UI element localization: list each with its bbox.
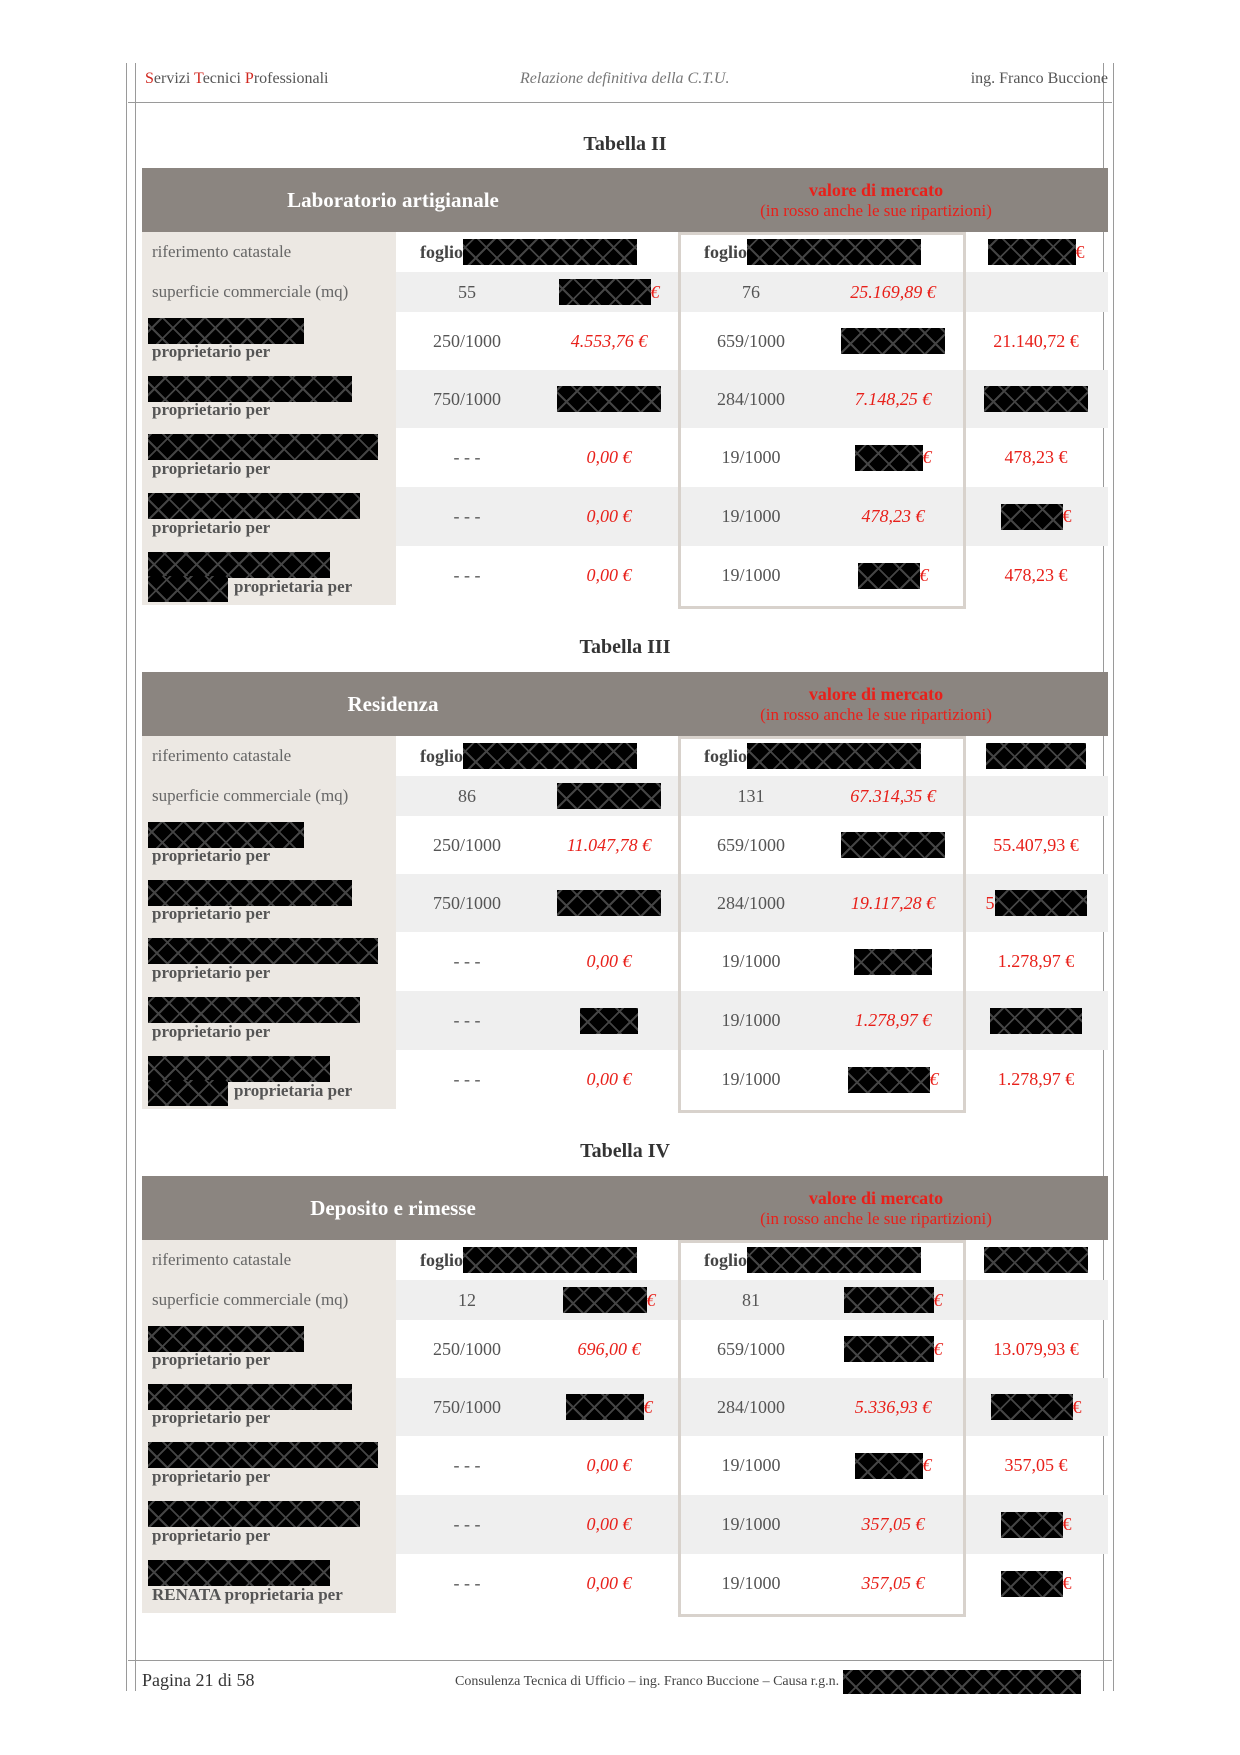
table-header [142, 168, 1108, 232]
table-row: proprietario per - - - 19/1000 1.278,97 € [142, 991, 1108, 1050]
market-value-heading: valore di mercato (in rosso anche le sue ripartizioni) [760, 179, 992, 220]
redaction [848, 1067, 930, 1093]
table-row: riferimento catastale foglio foglio [142, 1240, 1108, 1280]
table-row: proprietario per 250/1000 4.553,76 € 659/1000 21.140,72 € [142, 312, 1108, 370]
redaction [984, 1247, 1088, 1273]
table-row: proprietario per - - - 0,00 € 19/1000 € 478,23 € [142, 428, 1108, 487]
table-laboratorio [142, 168, 1108, 605]
redaction [843, 1670, 1081, 1694]
redaction [986, 743, 1086, 769]
market-value-heading: valore di mercato (in rosso anche le sue ripartizioni) [760, 683, 992, 724]
redaction [1001, 1571, 1063, 1597]
table-row: RENATA proprietaria per - - - 0,00 € 19/1000 357,05 € € [142, 1554, 1108, 1613]
header-author: ing. Franco Buccione [970, 70, 1108, 87]
table-title: Tabella IV [580, 1140, 670, 1162]
redaction [747, 743, 921, 769]
table-row: superficie commerciale (mq) 86 131 67.314,35 € [142, 776, 1108, 816]
frame-right-outer [1113, 63, 1114, 1691]
redaction [991, 1394, 1073, 1420]
table-title: Tabella II [583, 133, 667, 155]
redaction [148, 1080, 228, 1106]
redaction [984, 386, 1088, 412]
table-row: proprietario per - - - 0,00 € 19/1000 1.278,97 € [142, 932, 1108, 991]
header-company: Servizi Tecnici Professionali [145, 70, 329, 87]
redaction [148, 1560, 330, 1586]
redaction [559, 279, 651, 305]
redaction [988, 239, 1076, 265]
redaction [148, 1326, 304, 1352]
table-row: superficie commerciale (mq) 12 € 81 € [142, 1280, 1108, 1320]
table-row: proprietario per 250/1000 696,00 € 659/1000 € 13.079,93 € [142, 1320, 1108, 1378]
redaction [148, 576, 228, 602]
redaction [566, 1394, 644, 1420]
table-row: superficie commerciale (mq) 55 € 76 25.169,89 € [142, 272, 1108, 312]
redaction [148, 318, 304, 344]
frame-left-outer [126, 63, 127, 1691]
redaction [995, 890, 1087, 916]
redaction [841, 328, 945, 354]
redaction [148, 552, 330, 578]
table-deposito [142, 1176, 1108, 1613]
redaction [148, 997, 360, 1023]
frame-left-inner [135, 63, 136, 1691]
redaction [747, 239, 921, 265]
redaction [557, 386, 661, 412]
footer-case: Consulenza Tecnica di Ufficio – ing. Franco Buccione – Causa r.g.n. [455, 1670, 1081, 1694]
table-row: proprietario per - - - 0,00 € 19/1000 357,05 € € [142, 1495, 1108, 1554]
table-row: proprietario per - - - 0,00 € 19/1000 € 357,05 € [142, 1436, 1108, 1495]
table-residenza [142, 672, 1108, 1109]
redaction [148, 880, 352, 906]
table-row: proprietaria per - - - 0,00 € 19/1000 € 478,23 € [142, 546, 1108, 605]
redaction [841, 832, 945, 858]
table-name: Deposito e rimesse [310, 1195, 476, 1220]
redaction [148, 938, 378, 964]
redaction [855, 445, 923, 471]
header-document-title: Relazione definitiva della C.T.U. [520, 70, 730, 87]
redaction [148, 822, 304, 848]
redaction [990, 1008, 1082, 1034]
redaction [854, 949, 932, 975]
table-row: proprietario per 250/1000 11.047,78 € 659/1000 55.407,93 € [142, 816, 1108, 874]
redaction [148, 1442, 378, 1468]
table-row: proprietario per - - - 0,00 € 19/1000 478,23 € € [142, 487, 1108, 546]
redaction [1001, 504, 1063, 530]
redaction [563, 1287, 647, 1313]
redaction [557, 890, 661, 916]
table-header [142, 672, 1108, 736]
redaction [463, 1247, 637, 1273]
table-row: proprietario per 750/1000 284/1000 19.117,28 € 5 [142, 874, 1108, 932]
redaction [463, 743, 637, 769]
table-row: riferimento catastale foglio foglio [142, 736, 1108, 776]
redaction [148, 1501, 360, 1527]
redaction [463, 239, 637, 265]
redaction [148, 1384, 352, 1410]
redaction [557, 783, 661, 809]
redaction [858, 563, 920, 589]
footer-rule [128, 1660, 1112, 1661]
redaction [580, 1008, 638, 1034]
redaction [148, 1056, 330, 1082]
table-name: Laboratorio artigianale [287, 187, 499, 212]
redaction [148, 376, 352, 402]
table-row: riferimento catastale foglio foglio € [142, 232, 1108, 272]
redaction [148, 493, 360, 519]
redaction [148, 434, 378, 460]
redaction [855, 1453, 923, 1479]
redaction [844, 1336, 934, 1362]
page-number: Pagina 21 di 58 [142, 1670, 255, 1690]
table-row: proprietario per 750/1000 284/1000 7.148,25 € [142, 370, 1108, 428]
redaction [1001, 1512, 1063, 1538]
table-name: Residenza [347, 691, 439, 716]
redaction [844, 1287, 934, 1313]
table-title: Tabella III [579, 636, 671, 658]
table-row: proprietaria per - - - 0,00 € 19/1000 € 1.278,97 € [142, 1050, 1108, 1109]
redaction [747, 1247, 921, 1273]
table-header [142, 1176, 1108, 1240]
table-row: proprietario per 750/1000 € 284/1000 5.336,93 € € [142, 1378, 1108, 1436]
header-rule [128, 102, 1112, 103]
market-value-heading: valore di mercato (in rosso anche le sue ripartizioni) [760, 1187, 992, 1228]
